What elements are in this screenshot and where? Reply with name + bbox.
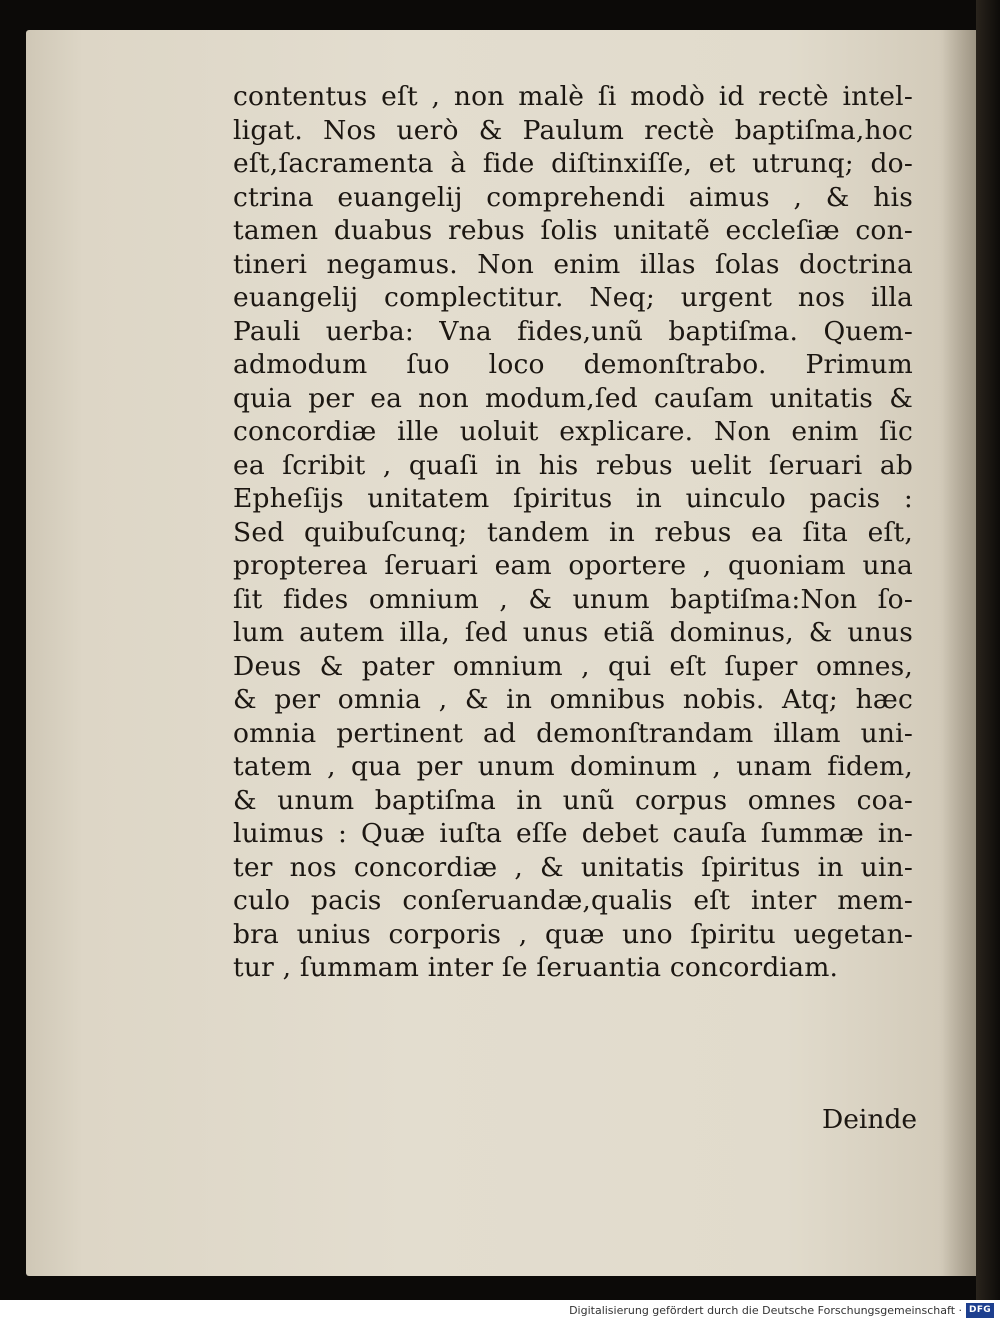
credit-bar — [0, 1300, 1000, 1322]
text-line: eſt,ſacramenta à fide diſtinxiſſe, et utrunq; do- — [233, 148, 913, 179]
text-block — [233, 80, 913, 985]
text-line: concordiæ ille uoluit explicare. Non enim ſic — [233, 416, 913, 447]
text-line: ter nos concordiæ , & unitatis ſpiritus in uin- — [233, 851, 913, 883]
dfg-logo-icon: DFG — [966, 1303, 994, 1318]
text-line: tineri negamus. Non enim illas ſolas doctrina — [233, 248, 913, 280]
funding-credit: Digitalisierung gefördert durch die Deutsche Forschungsgemeinschaft · — [569, 1304, 962, 1317]
text-line: Sed quibuſcunq; tandem in rebus ea ſita eſt, — [233, 516, 913, 548]
text-line: ſit fides omnium , & unum baptiſma:Non ſo- — [233, 583, 913, 615]
text-line: tamen duabus rebus ſolis unitatẽ eccleſiæ con- — [233, 215, 913, 246]
text-line: bra unius corporis , quæ uno ſpiritu uegetan- — [233, 918, 913, 950]
text-line: culo pacis conſeruandæ,qualis eſt inter mem- — [233, 885, 913, 916]
page-edge-shadow — [976, 0, 1000, 1300]
text-line: contentus eſt , non malè ſi modò id rectè intel- — [233, 81, 913, 112]
text-line: lum autem illa, ſed unus etiã dominus, & unus — [233, 617, 913, 648]
text-line: ligat. Nos uerò & Paulum rectè baptiſma,hoc — [233, 114, 913, 146]
text-line: admodum ſuo loco demonſtrabo. Primum — [233, 349, 913, 380]
text-line: tur , ſummam inter ſe ſeruantia concordiam. — [233, 952, 839, 983]
text-line: Deus & pater omnium , qui eſt ſuper omnes, — [233, 650, 913, 682]
text-line: omnia pertinent ad demonſtrandam illam uni- — [233, 717, 913, 749]
text-line: quia per ea non modum,ſed cauſam unitatis & — [233, 382, 913, 414]
text-line: luimus : Quæ iuſta eſſe debet cauſa ſummæ in- — [233, 818, 913, 849]
text-line: & per omnia , & in omnibus nobis. Atq; hæc — [233, 684, 913, 715]
text-line: Epheſijs unitatem ſpiritus in uinculo pacis : — [233, 483, 913, 514]
text-line: ctrina euangelij comprehendi aimus , & his — [233, 181, 913, 213]
text-line: ea ſcribit , quaſi in his rebus uelit ſeruari ab — [233, 449, 913, 481]
text-line: propterea ſeruari eam oportere , quoniam una — [233, 550, 913, 581]
text-line: Pauli uerba: Vna fides,unũ baptiſma. Quem- — [233, 315, 913, 347]
text-line: & unum baptiſma in unũ corpus omnes coa- — [233, 784, 913, 816]
text-line: tatem , qua per unum dominum , unam fidem, — [233, 751, 913, 782]
text-line: euangelij complectitur. Neq; urgent nos illa — [233, 282, 913, 313]
catchword: Deinde — [822, 1104, 918, 1135]
